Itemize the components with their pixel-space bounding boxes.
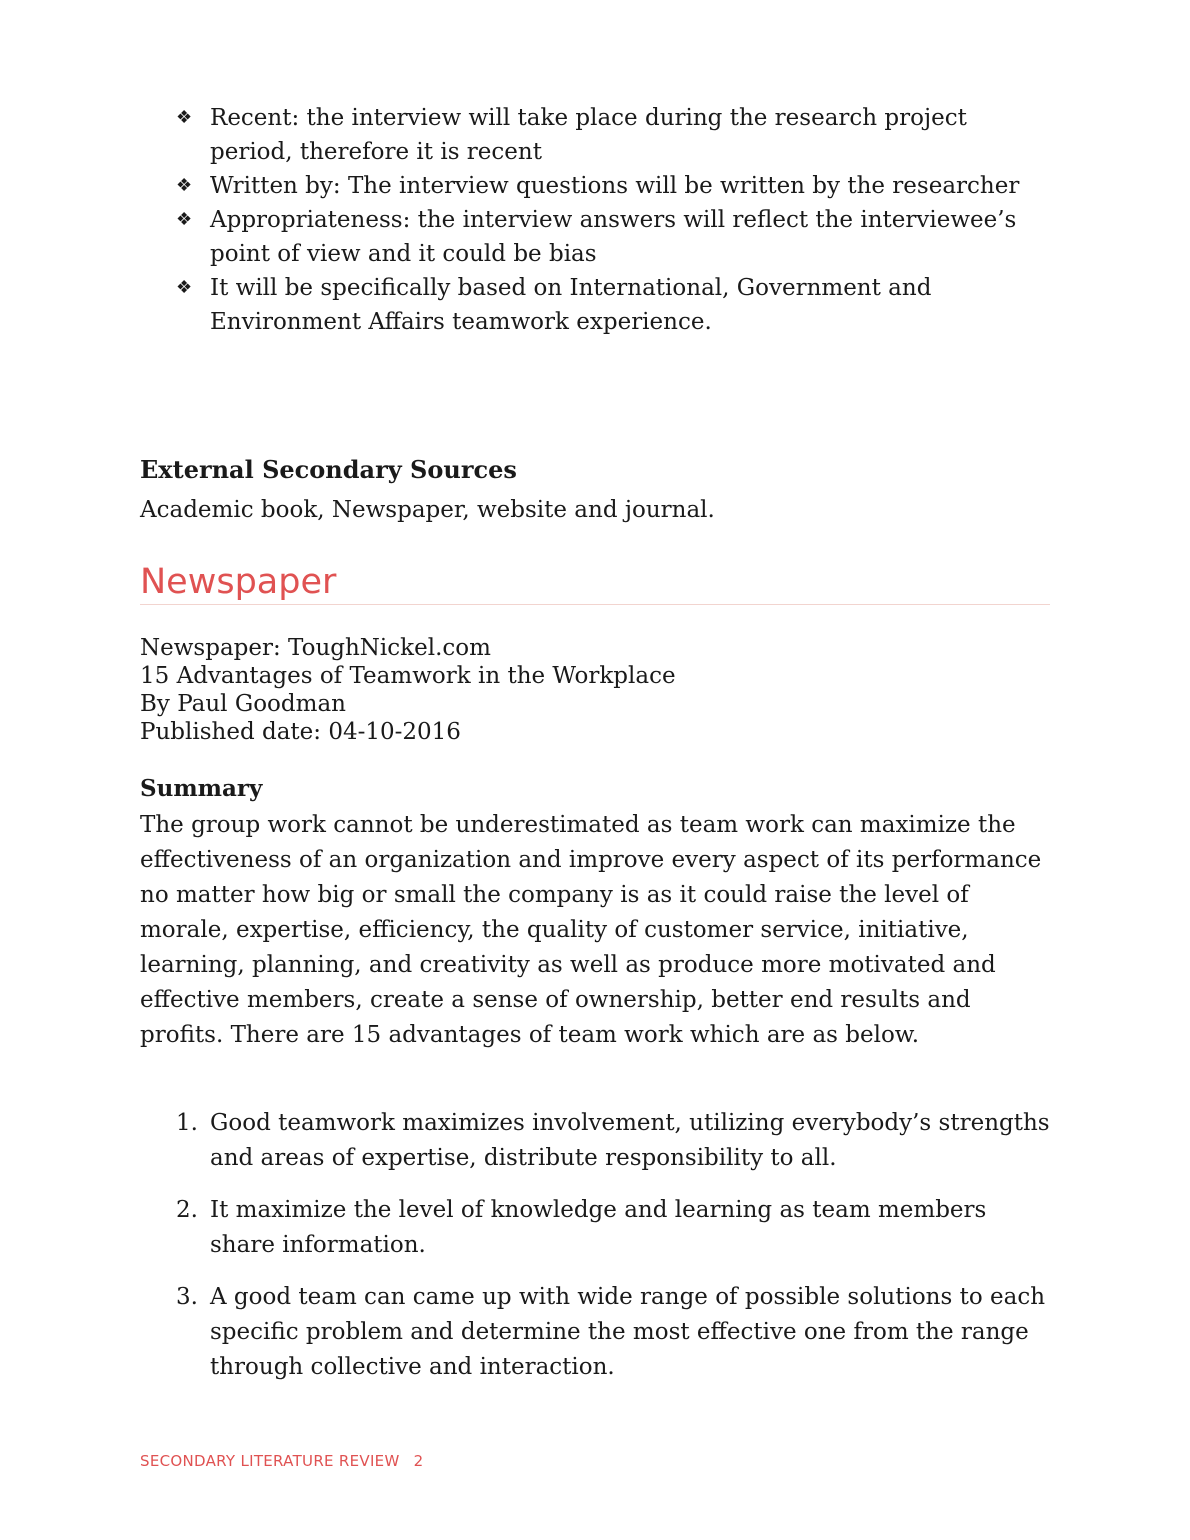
criteria-bullet-list	[176, 101, 1056, 339]
diamond-bullet-icon: ❖	[176, 277, 193, 298]
page-footer	[140, 1452, 423, 1470]
newspaper-source: Newspaper: ToughNickel.com	[140, 635, 491, 661]
diamond-bullet-icon: ❖	[176, 175, 193, 196]
external-sources-text: Academic book, Newspaper, website and journal.	[140, 497, 715, 523]
item-number: 1.	[176, 1110, 198, 1136]
footer-label: SECONDARY LITERATURE REVIEW	[140, 1452, 400, 1470]
list-item: 1. Good teamwork maximizes involvement, utilizing everybody’s strengths and areas of expertise, distribute responsibility to all.	[176, 1106, 1056, 1176]
list-item: ❖ It will be specifically based on International, Government and Environment Affairs teamwork experience.	[176, 271, 1056, 339]
diamond-bullet-icon: ❖	[176, 107, 193, 128]
published-date: Published date: 04-10-2016	[140, 719, 461, 745]
list-item: ❖ Recent: the interview will take place during the research project period, therefore it is recent	[176, 101, 1056, 169]
external-sources-heading: External Secondary Sources	[140, 455, 517, 484]
item-number: 2.	[176, 1197, 198, 1223]
list-item: 3. A good team can came up with wide range of possible solutions to each specific problem and determine the most effective one from the range through collective and interaction.	[176, 1280, 1056, 1385]
heading-divider	[140, 604, 1050, 605]
page-number: 2	[413, 1452, 424, 1470]
list-item: ❖ Appropriateness: the interview answers will reflect the interviewee’s point of view and it could be bias	[176, 203, 1056, 271]
summary-heading: Summary	[140, 775, 263, 802]
article-title: 15 Advantages of Teamwork in the Workplace	[140, 663, 676, 689]
diamond-bullet-icon: ❖	[176, 209, 193, 230]
item-number: 3.	[176, 1284, 198, 1310]
newspaper-heading: Newspaper	[140, 562, 337, 602]
summary-paragraph: The group work cannot be underestimated as team work can maximize the effectiveness of an organization and improve every aspect of its performance no matter how big or small the company is as it could raise the level of morale, expertise, efficiency, the quality of customer service, initiative, learning, planning, and creativity as well as produce more motivated and effective members, create a sense of ownership, better end results and profits. There are 15 advantages of team work which are as below.	[140, 812, 1042, 1048]
list-item: 2. It maximize the level of knowledge and learning as team members share information.	[176, 1193, 1056, 1263]
newspaper-citation	[140, 634, 676, 746]
advantages-list	[176, 1106, 1056, 1402]
article-author: By Paul Goodman	[140, 691, 346, 717]
list-item: ❖ Written by: The interview questions will be written by the researcher	[176, 169, 1056, 203]
